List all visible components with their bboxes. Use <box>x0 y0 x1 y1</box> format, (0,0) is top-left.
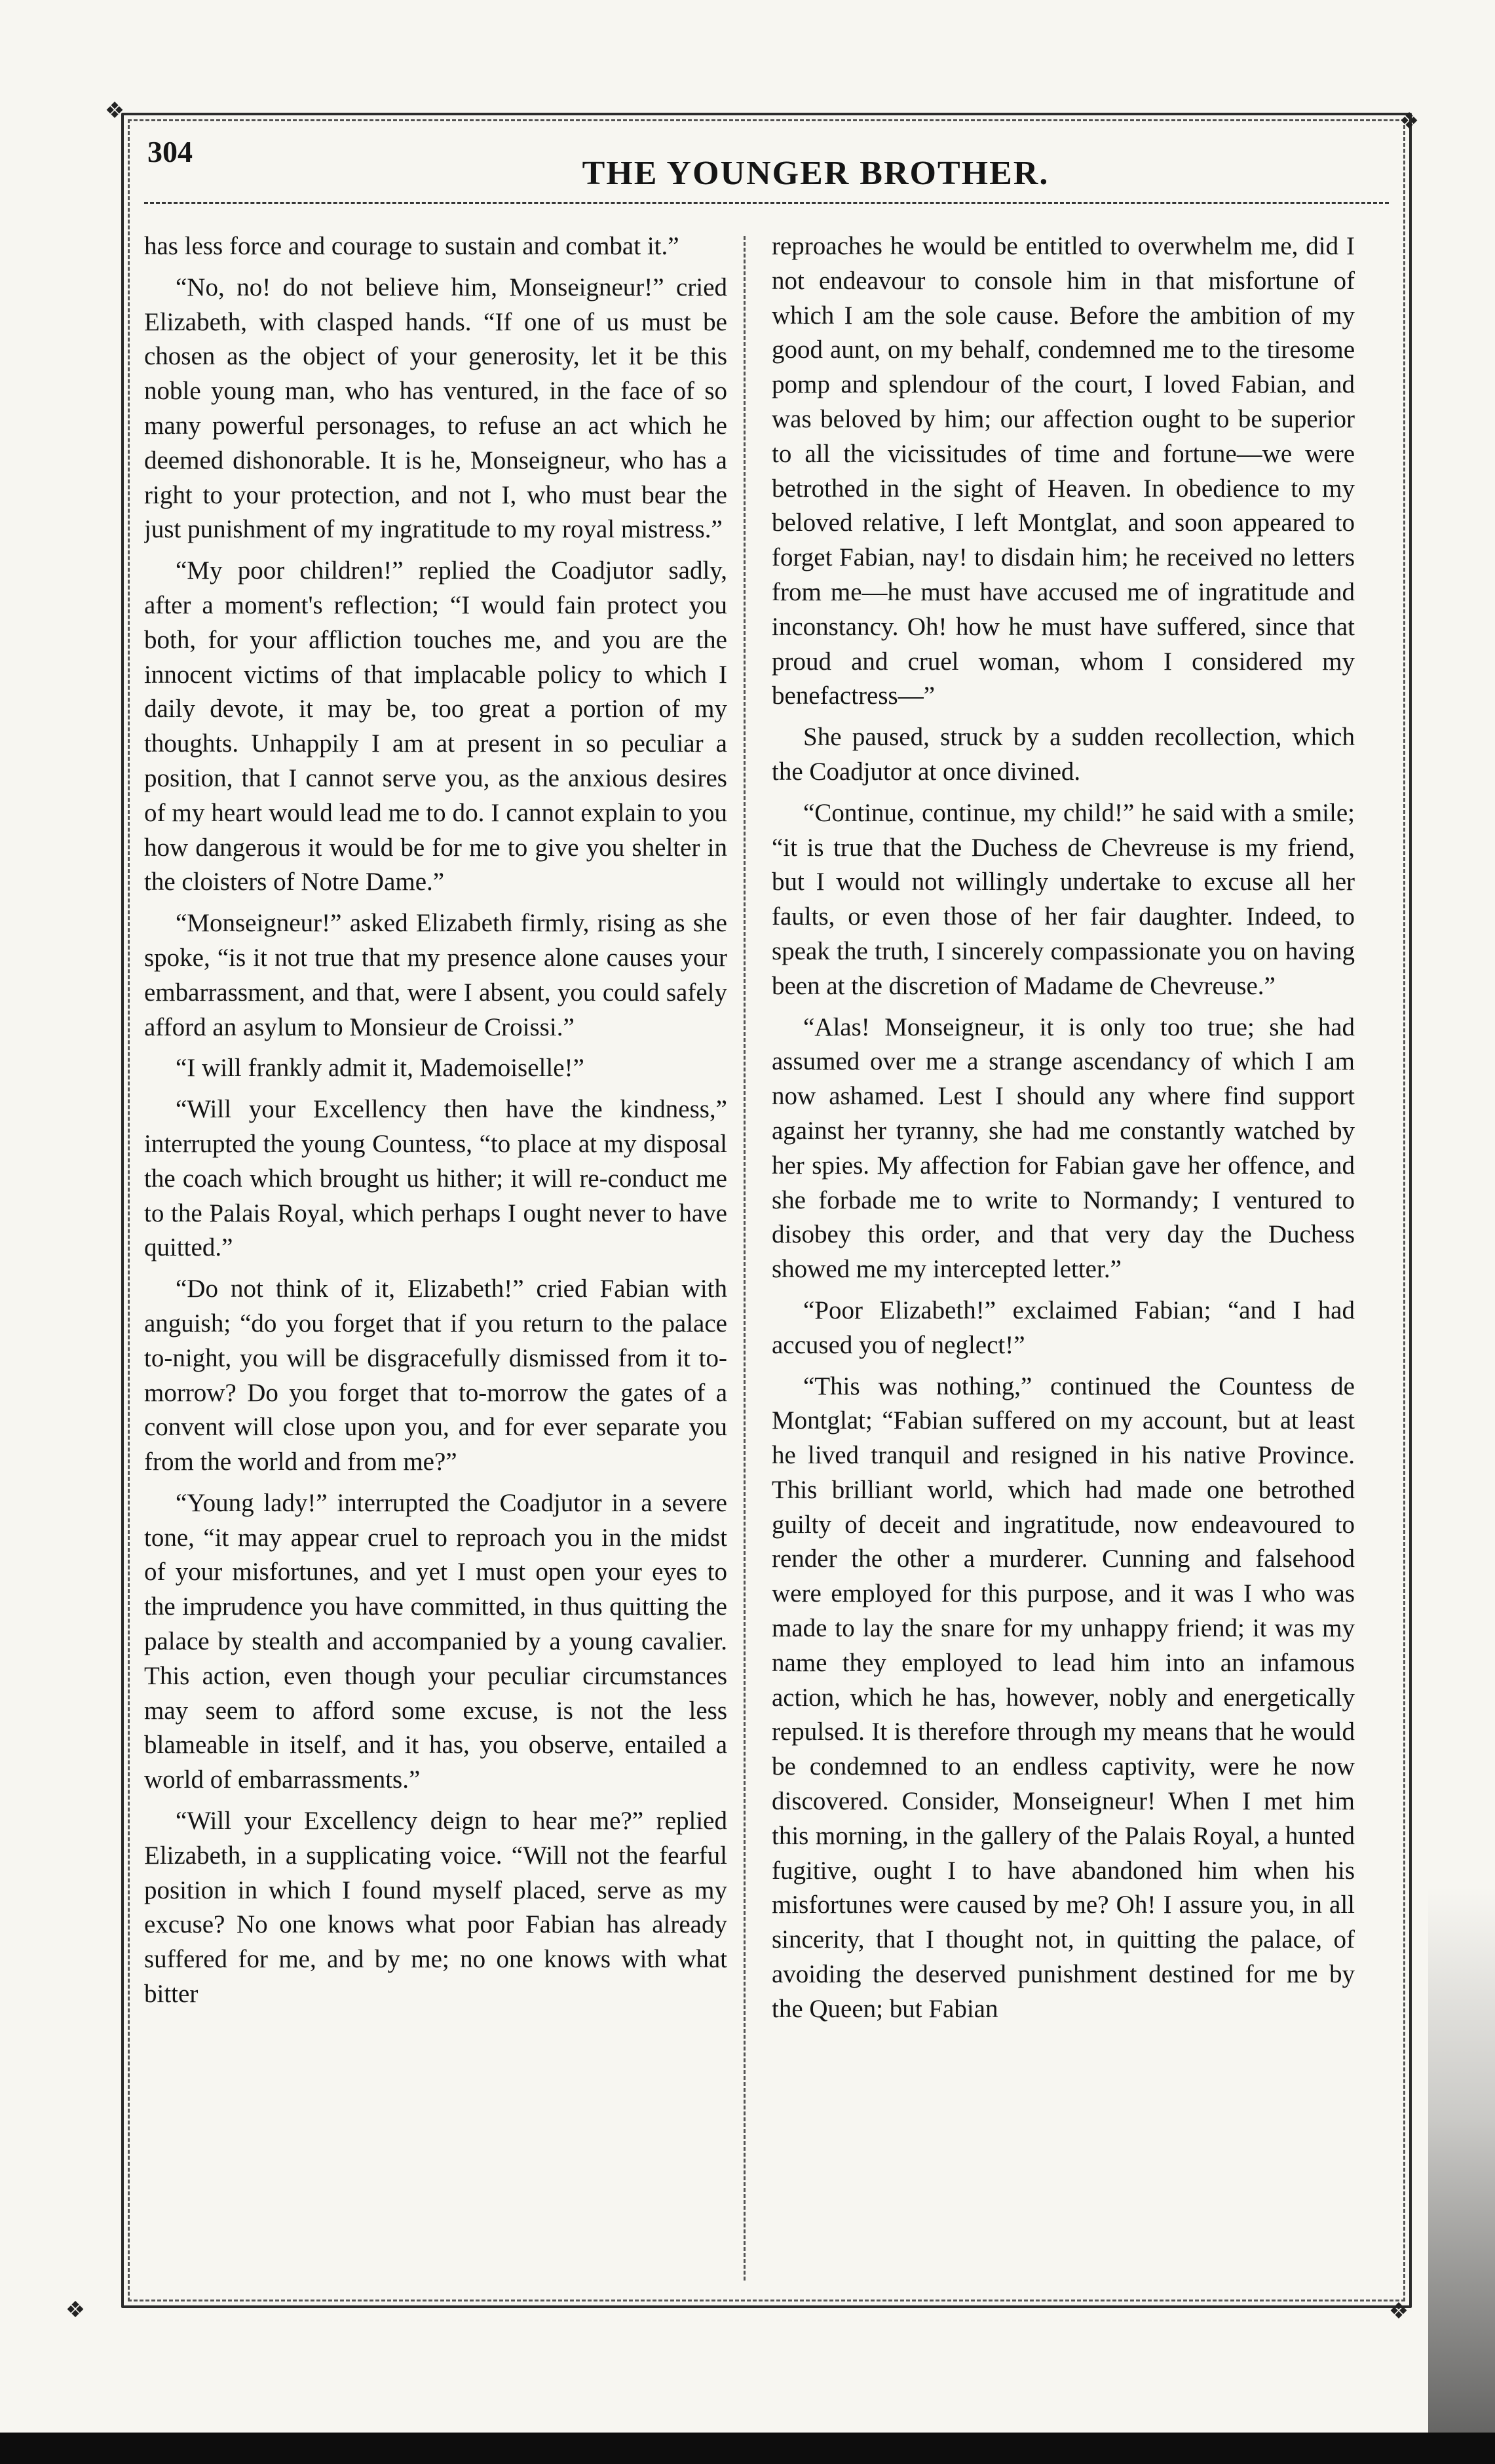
scan-bottom-edge <box>0 2433 1495 2464</box>
left-column <box>144 229 727 2287</box>
corner-ornament-icon: ❖ <box>104 98 125 124</box>
column-divider <box>744 236 746 2281</box>
paragraph: “No, no! do not believe him, Monseigneur!” cried Elizabeth, with clasped hands. “If one of us must be chosen as the object of your generosity, let it be this noble young man, who has ventured, in the face of so many powerful personages, to refuse an act which he deemed dishonorable. It is he, Monseigneur, who has a right to your protection, and not I, who must bear the just punishment of my ingratitude to my royal mistress.” <box>144 273 727 544</box>
running-head: THE YOUNGER BROTHER. <box>582 155 1050 192</box>
header-rule <box>144 202 1389 204</box>
paragraph: “Young lady!” interrupted the Coadjutor in a severe tone, “it may appear cruel to reproach you in the midst of your misfortunes, and yet I must open your eyes to the imprudence you have committed, in thus quitting the palace by stealth and accompanied by a young cavalier. This action, even though your peculiar circumstances may seem to afford some excuse, is not the less blameable in itself, and it has, you observe, entailed a world of embarrassments.” <box>144 1488 727 1794</box>
right-column <box>772 229 1355 2287</box>
page-number: 304 <box>147 135 193 168</box>
paragraph: “This was nothing,” continued the Countess de Montglat; “Fabian suffered on my account, but at least he lived tranquil and resigned in his native Province. This brilliant world, which had made one betrothed guilty of deceit and ingratitude, now endeavoured to render the other a murderer. Cunning and falsehood were employed for this purpose, and it was I who was made to lay the snare for my unhappy friend; it was my name they employed to lead him into an infamous action, which he has, however, nobly and energetically repulsed. It is therefore through my means that he would be condemned to an endless captivity, were he now discovered. Consider, Monseigneur! When I met him this morning, in the gallery of the Palais Royal, a hunted fugitive, ought I to have abandoned him when his misfortunes were caused by me? Oh! I assure you, in all sincerity, that I thought not, in quitting the palace, of avoiding the deserved punishment destined for me by the Queen; but Fabian <box>772 1372 1355 2023</box>
scan-edge-shadow <box>1428 1887 1495 2464</box>
paragraph: “My poor children!” replied the Coadjutor sadly, after a moment's reflection; “I would fain protect you both, for your affliction touches me, and you are the innocent victims of that implacable policy to which I daily devote, it may be, too great a portion of my thoughts. Unhappily I am at present in so peculiar a position, that I cannot serve you, as the anxious desires of my heart would lead me to do. I cannot explain to you how dangerous it would be for me to give you shelter in the cloisters of Notre Dame.” <box>144 556 727 896</box>
corner-ornament-icon: ❖ <box>1388 2298 1409 2324</box>
paragraph: “Continue, continue, my child!” he said with a smile; “it is true that the Duchess de Chevreuse is my friend, but I would not willingly undertake to excuse all her faults, or even those of her fair daughter. Indeed, to speak the truth, I sincerely compassionate you on having been at the discretion of Madame de Chevreuse.” <box>772 798 1355 1000</box>
paragraph: “Will your Excellency then have the kindness,” interrupted the young Countess, “to place at my disposal the coach which brought us hither; it will re-conduct me to the Palais Royal, which perhaps I ought never to have quitted.” <box>144 1095 727 1262</box>
paragraph: “Alas! Monseigneur, it is only too true; she had assumed over me a strange ascendancy of which I am now ashamed. Lest I should any where find support against her tyranny, she had me constantly watched by her spies. My affection for Fabian gave her offence, and she forbade me to write to Normandy; I ventured to disobey this order, and that very day the Duchess showed me my intercepted letter.” <box>772 1012 1355 1284</box>
paragraph: “Poor Elizabeth!” exclaimed Fabian; “and I had accused you of neglect!” <box>772 1296 1355 1359</box>
corner-ornament-icon: ❖ <box>1399 108 1420 134</box>
corner-ornament-icon: ❖ <box>65 2297 86 2323</box>
paragraph: “Monseigneur!” asked Elizabeth firmly, rising as she spoke, “is it not true that my presence alone causes your embarrassment, and that, were I absent, you could safely afford an asylum to Monsieur de Croissi.” <box>144 909 727 1041</box>
paragraph: reproaches he would be entitled to overwhelm me, did I not endeavour to console him in that misfortune of which I am the sole cause. Before the ambition of my good aunt, on my behalf, condemned me to the tiresome pomp and splendour of the court, I loved Fabian, and was beloved by him; our affection ought to be superior to all the vicissitudes of time and fortune—we were betrothed in the sight of Heaven. In obedience to my beloved relative, I left Montglat, and soon appeared to forget Fabian, nay! to disdain him; he received no letters from me—he must have accused me of ingratitude and inconstancy. Oh! how he must have suffered, since that proud and cruel woman, whom I considered my benefactress—” <box>772 232 1355 710</box>
paragraph: “Do not think of it, Elizabeth!” cried Fabian with anguish; “do you forget that if you return to the palace to-night, you will be disgracefully dismissed from it to-morrow? Do you forget that to-morrow the gates of a convent will close upon you, and for ever separate you from the world and from me?” <box>144 1275 727 1476</box>
paragraph: “Will your Excellency deign to hear me?” replied Elizabeth, in a supplicating voice. “Will not the fearful position in which I found myself placed, serve as my excuse? No one knows what poor Fabian has already suffered for me, and by me; no one knows with what bitter <box>144 1807 727 2009</box>
paragraph: has less force and courage to sustain and combat it.” <box>144 232 679 260</box>
paragraph: “I will frankly admit it, Mademoiselle!” <box>176 1054 584 1083</box>
paragraph: She paused, struck by a sudden recollection, which the Coadjutor at once divined. <box>772 723 1355 786</box>
